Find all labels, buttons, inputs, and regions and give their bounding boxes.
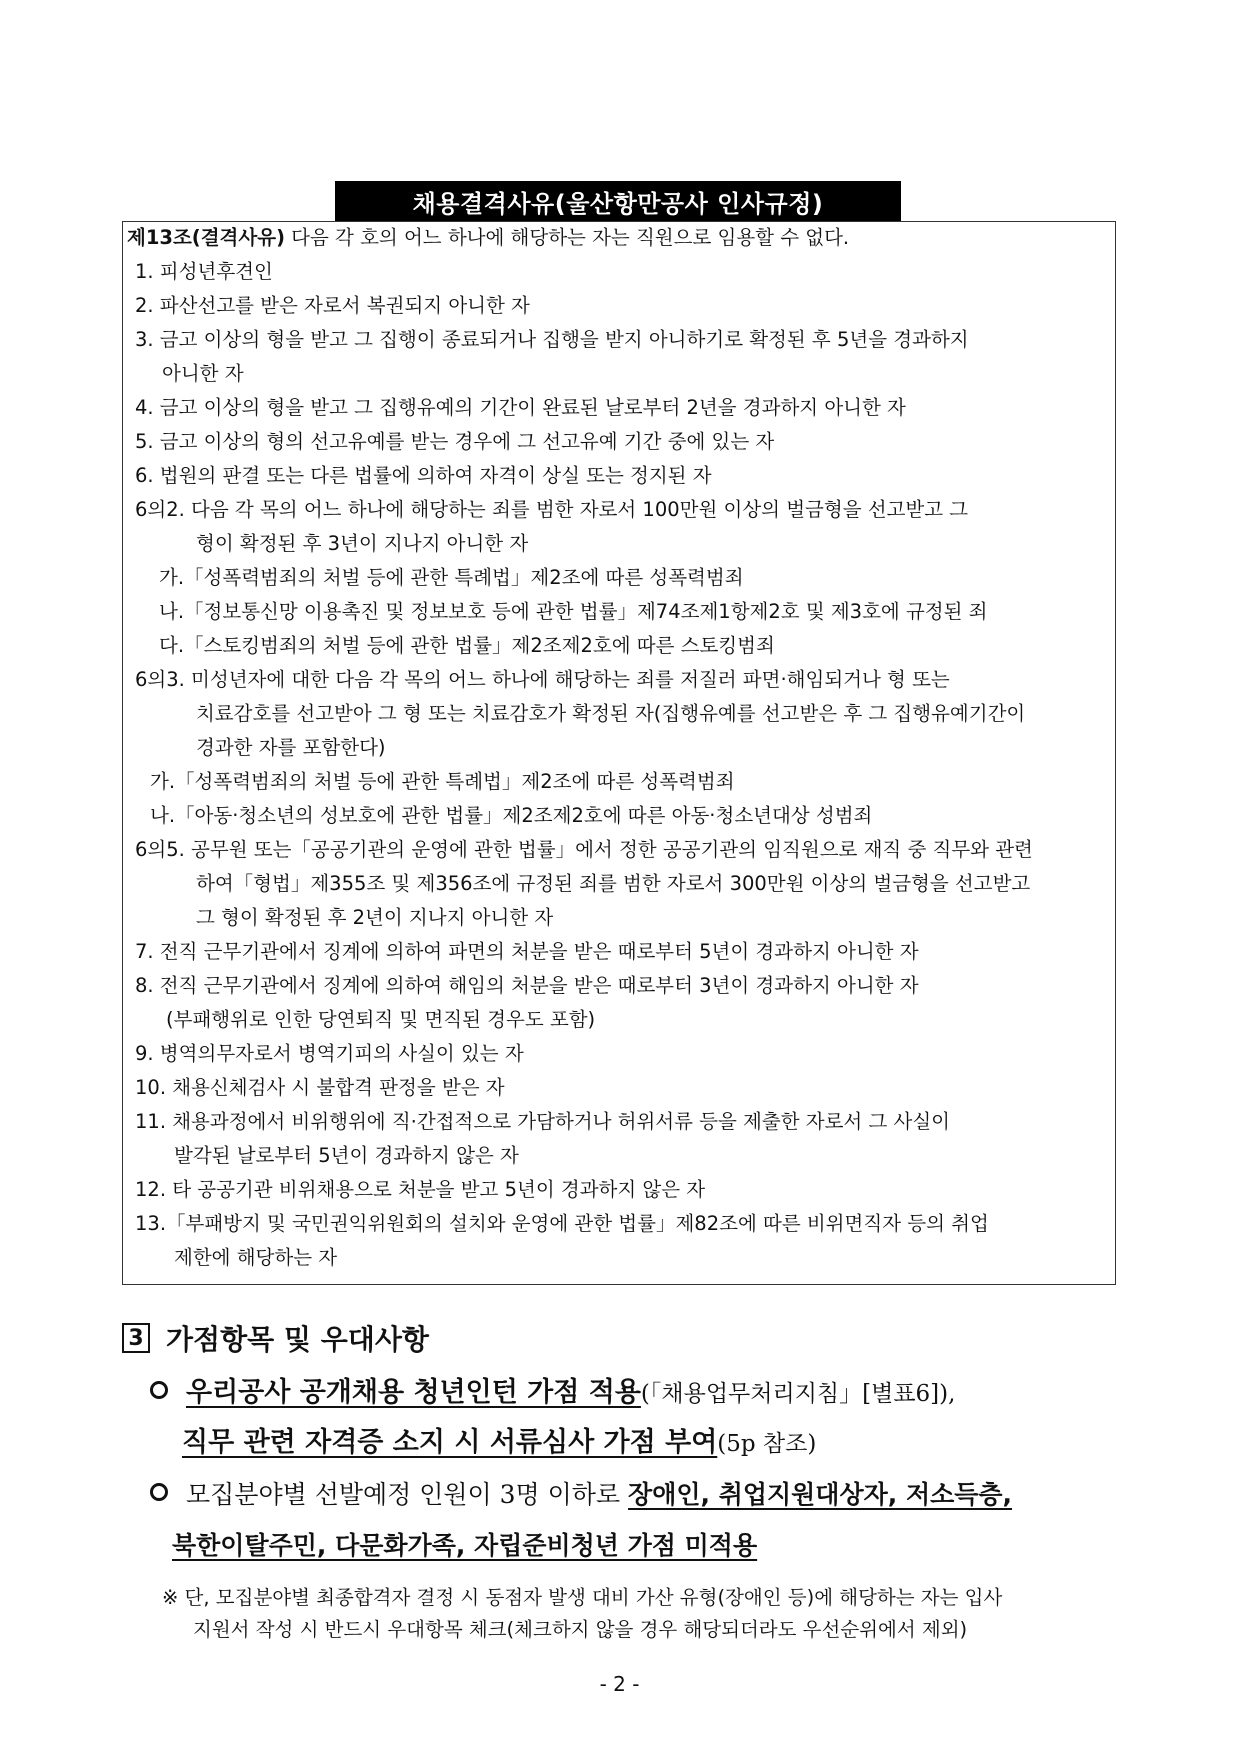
list-item: 3. 금고 이상의 형을 받고 그 집행이 종료되거나 집행을 받지 아니하기로 확정된 후 5년을 경과하지 bbox=[135, 328, 969, 351]
plain-text: 모집분야별 선발예정 인원이 3명 이하로 bbox=[186, 1480, 629, 1509]
sub-item: 나.「정보통신망 이용촉진 및 정보보호 등에 관한 법률」제74조제1항제2호 및 제3호에 규정된 죄 bbox=[159, 600, 988, 623]
article-lead: 다음 각 호의 어느 하나에 해당하는 자는 직원으로 임용할 수 없다. bbox=[284, 226, 850, 249]
emphasis-text: 우리공사 공개채용 청년인턴 가점 적용 bbox=[186, 1377, 641, 1408]
list-item: 2. 파산선고를 받은 자로서 복권되지 아니한 자 bbox=[135, 294, 530, 317]
page-number: - 2 - bbox=[599, 1672, 640, 1696]
list-item: 8. 전직 근무기관에서 징계에 의하여 해임의 처분을 받은 때로부터 3년이 경과하지 아니한 자 bbox=[135, 974, 919, 997]
circle-bullet-icon bbox=[150, 1483, 168, 1501]
list-item: 7. 전직 근무기관에서 징계에 의하여 파면의 처분을 받은 때로부터 5년이 경과하지 아니한 자 bbox=[135, 940, 919, 963]
list-item-continued: 아니한 자 bbox=[162, 362, 244, 385]
sub-item: 나.「아동‧청소년의 성보호에 관한 법률」제2조제2호에 따른 아동‧청소년대상 성범죄 bbox=[150, 804, 873, 827]
article-number: 제13조(결격사유) bbox=[127, 226, 285, 249]
bullet-item-continued bbox=[172, 1526, 757, 1562]
list-item: 6의3. 미성년자에 대한 다음 각 목의 어느 하나에 해당하는 죄를 저질러 파면‧해임되거나 형 또는 bbox=[135, 668, 950, 691]
emphasis-text: 직무 관련 자격증 소지 시 서류심사 가점 부여 bbox=[182, 1427, 718, 1458]
note-line: 지원서 작성 시 반드시 우대항목 체크(체크하지 않을 경우 해당되더라도 우선순위에서 제외) bbox=[193, 1618, 968, 1641]
bullet-item bbox=[150, 1475, 1012, 1511]
sub-item: 가.「성폭력범죄의 처벌 등에 관한 특례법」제2조에 따른 성폭력범죄 bbox=[150, 770, 735, 793]
bullet-item bbox=[150, 1370, 955, 1409]
sub-item: 가.「성폭력범죄의 처벌 등에 관한 특례법」제2조에 따른 성폭력범죄 bbox=[159, 566, 744, 589]
list-item-continued: 제한에 해당하는 자 bbox=[174, 1246, 338, 1269]
article-heading bbox=[127, 224, 849, 252]
emphasis-text: 장애인, 취업지원대상자, 저소득층, bbox=[628, 1480, 1013, 1509]
list-item-continued: 경과한 자를 포함한다) bbox=[196, 736, 386, 759]
list-item: 6의2. 다음 각 목의 어느 하나에 해당하는 죄를 범한 자로서 100만원 이상의 벌금형을 선고받고 그 bbox=[135, 498, 969, 521]
list-item: 1. 피성년후견인 bbox=[135, 260, 273, 283]
list-item: 4. 금고 이상의 형을 받고 그 집행유예의 기간이 완료된 날로부터 2년을 경과하지 아니한 자 bbox=[135, 396, 906, 419]
section-number: 3 bbox=[122, 1323, 150, 1353]
note-line: ※ 단, 모집분야별 최종합격자 결정 시 동점자 발생 대비 가산 유형(장애인 등)에 해당하는 자는 입사 bbox=[162, 1586, 1003, 1609]
list-item: 12. 타 공공기관 비위채용으로 처분을 받고 5년이 경과하지 않은 자 bbox=[135, 1178, 706, 1201]
list-item-continued: 치료감호를 선고받아 그 형 또는 치료감호가 확정된 자(집행유예를 선고받은 후 그 집행유예기간이 bbox=[196, 702, 1026, 725]
reference-text: (5p 참조) bbox=[717, 1431, 817, 1457]
list-item: 6. 법원의 판결 또는 다른 법률에 의하여 자격이 상실 또는 정지된 자 bbox=[135, 464, 712, 487]
emphasis-text: 북한이탈주민, 다문화가족, 자립준비청년 가점 미적용 bbox=[172, 1531, 758, 1560]
list-item-continued: 하여「형법」제355조 및 제356조에 규정된 죄를 범한 자로서 300만원 이상의 벌금형을 선고받고 bbox=[196, 872, 1031, 895]
list-item: 5. 금고 이상의 형의 선고유예를 받는 경우에 그 선고유예 기간 중에 있는 자 bbox=[135, 430, 775, 453]
list-item-continued: 형이 확정된 후 3년이 지나지 아니한 자 bbox=[196, 532, 529, 555]
reference-text: (「채용업무처리지침」[별표6]), bbox=[640, 1381, 956, 1407]
list-item: 6의5. 공무원 또는「공공기관의 운영에 관한 법률」에서 정한 공공기관의 임직원으로 재직 중 직무와 관련 bbox=[135, 838, 1033, 861]
list-item-continued: 발각된 날로부터 5년이 경과하지 않은 자 bbox=[174, 1144, 519, 1167]
list-item: 13.「부패방지 및 국민권익위원회의 설치와 운영에 관한 법률」제82조에 따른 비위면직자 등의 취업 bbox=[135, 1212, 989, 1235]
rule-title: 채용결격사유(울산항만공사 인사규정) bbox=[335, 181, 901, 221]
bullet-item-continued bbox=[182, 1420, 816, 1459]
circle-bullet-icon bbox=[150, 1381, 168, 1399]
list-item-continued: (부패행위로 인한 당연퇴직 및 면직된 경우도 포함) bbox=[166, 1008, 596, 1031]
list-item-continued: 그 형이 확정된 후 2년이 지나지 아니한 자 bbox=[196, 906, 554, 929]
section-heading bbox=[122, 1318, 429, 1358]
list-item: 9. 병역의무자로서 병역기피의 사실이 있는 자 bbox=[135, 1042, 524, 1065]
sub-item: 다.「스토킹범죄의 처벌 등에 관한 법률」제2조제2호에 따른 스토킹범죄 bbox=[159, 634, 775, 657]
list-item: 10. 채용신체검사 시 불합격 판정을 받은 자 bbox=[135, 1076, 505, 1099]
section-title: 가점항목 및 우대사항 bbox=[166, 1323, 429, 1356]
list-item: 11. 채용과정에서 비위행위에 직·간접적으로 가담하거나 허위서류 등을 제출한 자로서 그 사실이 bbox=[135, 1110, 951, 1133]
